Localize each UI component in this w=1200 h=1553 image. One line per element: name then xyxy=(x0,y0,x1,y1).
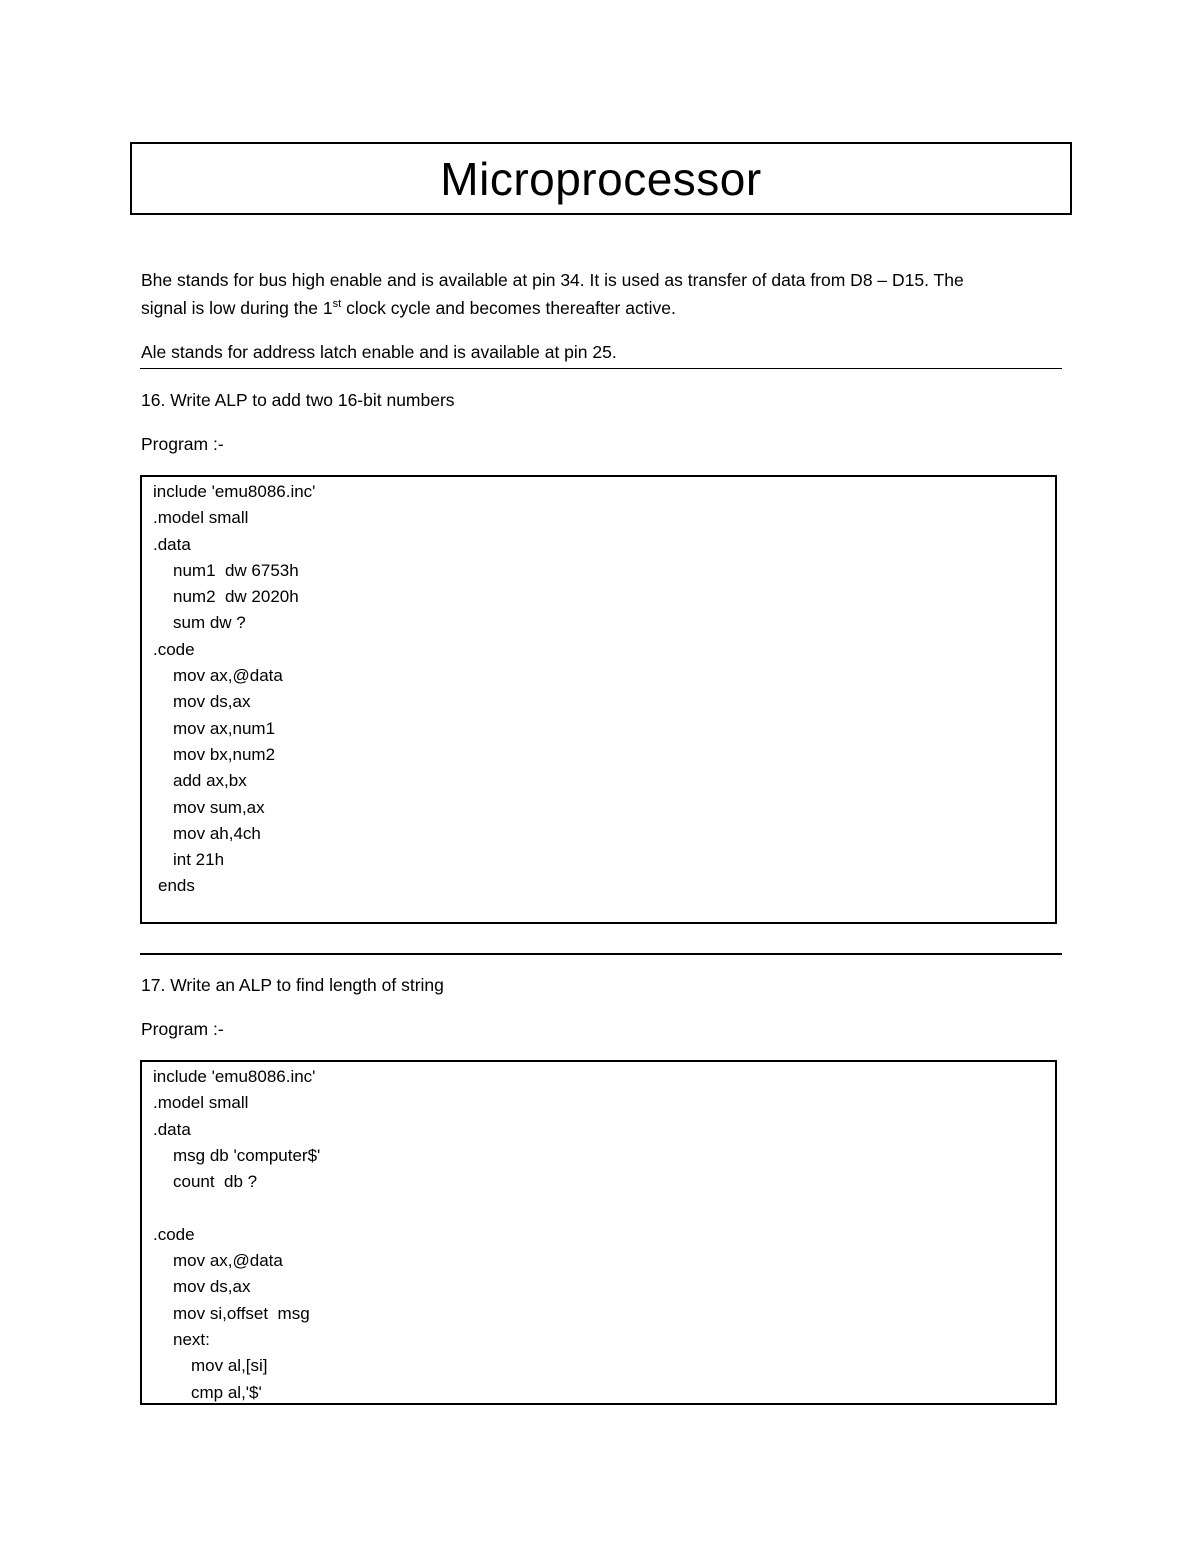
q16-program-label: Program :- xyxy=(141,434,224,454)
code-line: mov bx,num2 xyxy=(173,744,276,764)
code-line: next: xyxy=(173,1329,210,1349)
bhe-line-1: Bhe stands for bus high enable and is available at pin 34. It is used as transfer of data from D8 – D15. The xyxy=(141,270,964,290)
q16-heading: 16. Write ALP to add two 16-bit numbers xyxy=(141,390,455,410)
code-line: mov ax,@data xyxy=(173,666,283,686)
code-line: include 'emu8086.inc' xyxy=(153,1067,316,1086)
code-line: msg db 'computer$' xyxy=(173,1145,321,1165)
code-line: mov al,[si] xyxy=(191,1356,268,1376)
code-line: mov ah,4ch xyxy=(173,823,261,843)
code-line: int 21h xyxy=(173,850,225,870)
code-line: num1 dw 6753h xyxy=(173,560,299,580)
code-line: cmp al,'$' xyxy=(191,1382,262,1402)
code-line: mov ax,num1 xyxy=(173,718,276,738)
code-line: mov sum,ax xyxy=(173,797,265,817)
code-line xyxy=(142,1195,1055,1221)
bhe-line-2-after: clock cycle and becomes thereafter active. xyxy=(341,298,676,318)
code-line: mov ds,ax xyxy=(173,692,251,712)
q17-heading: 17. Write an ALP to find length of string xyxy=(141,975,444,995)
code-line: .model small xyxy=(153,1093,249,1113)
code-line: add ax,bx xyxy=(173,771,247,791)
code-line: mov ds,ax xyxy=(173,1277,251,1297)
code-line: .code xyxy=(153,1224,195,1244)
bhe-paragraph xyxy=(141,266,964,322)
code-line: count db ? xyxy=(173,1172,258,1192)
q17-code-box xyxy=(140,1060,1057,1405)
section-divider xyxy=(140,953,1062,955)
code-line: .data xyxy=(153,534,191,554)
section-divider xyxy=(140,368,1062,369)
title-box xyxy=(130,142,1072,215)
bhe-line-2-before: signal is low during the 1 xyxy=(141,298,333,318)
code-line: include 'emu8086.inc' xyxy=(153,482,316,501)
page-title: Microprocessor xyxy=(440,152,762,205)
code-line: .model small xyxy=(153,508,249,528)
code-line: mov ax,@data xyxy=(173,1251,283,1271)
code-line: ends xyxy=(158,876,195,896)
code-line: .data xyxy=(153,1119,191,1139)
q16-code-box xyxy=(140,475,1057,924)
bhe-line-2-sup: st xyxy=(332,298,342,311)
ale-paragraph: Ale stands for address latch enable and is available at pin 25. xyxy=(141,342,617,362)
code-line: sum dw ? xyxy=(173,613,246,633)
code-line: num2 dw 2020h xyxy=(173,587,299,607)
code-line: mov si,offset msg xyxy=(173,1303,310,1323)
q17-program-label: Program :- xyxy=(141,1019,224,1039)
code-line: .code xyxy=(153,639,195,659)
